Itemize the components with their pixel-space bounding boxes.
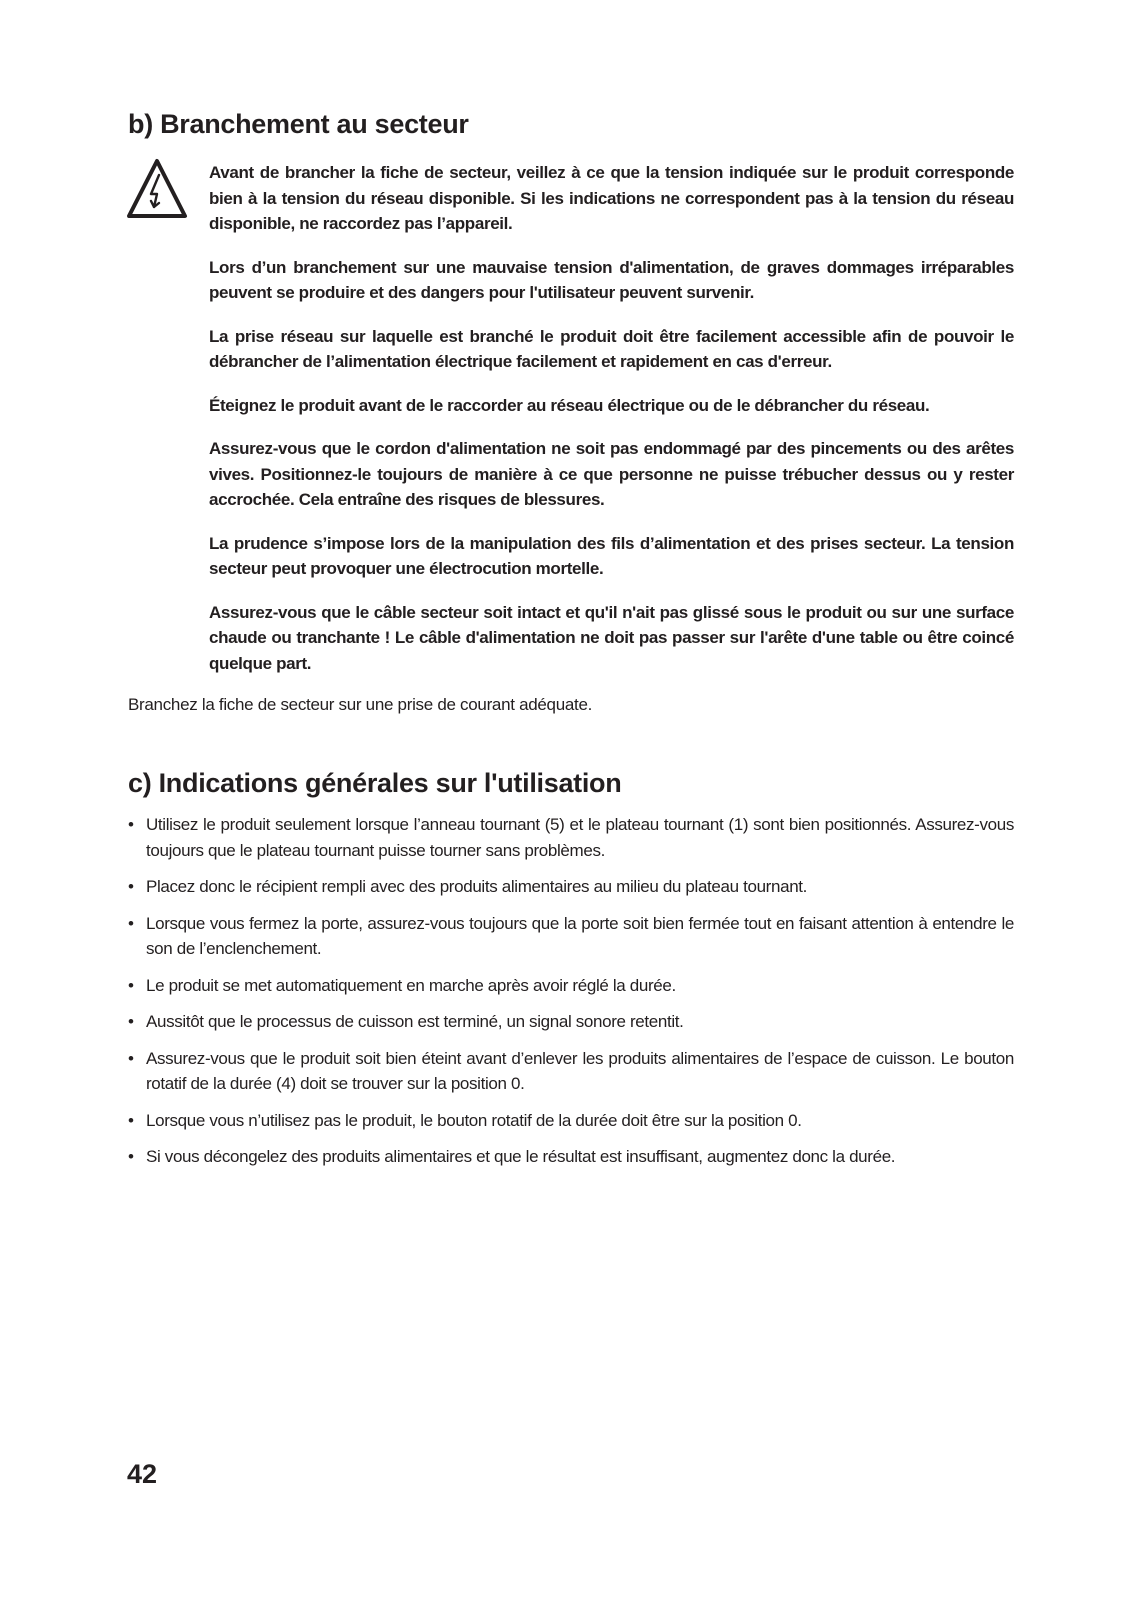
warning-paragraph: Assurez-vous que le cordon d'alimentation ne soit pas endommagé par des pincements ou des arêtes vives. Positionnez-le toujours de manière à ce que personne ne puisse trébucher dessus ou y rester accrochée. Cela entraîne des risques de blessures. — [209, 439, 1014, 509]
list-item-text: Lorsque vous fermez la porte, assurez-vous toujours que la porte soit bien fermée tout en faisant attention à entendre le son de l’enclenchement. — [146, 913, 1014, 958]
list-item — [128, 1144, 1014, 1170]
section-b-heading: b) Branchement au secteur — [128, 109, 469, 139]
page-number: 42 — [127, 1459, 158, 1489]
list-item — [128, 874, 1014, 900]
bullet-icon: • — [128, 1012, 134, 1031]
list-item-text: Le produit se met automatiquement en marche après avoir réglé la durée. — [146, 975, 676, 995]
list-item — [128, 1046, 1014, 1097]
warning-paragraph: La prudence s’impose lors de la manipulation des fils d’alimentation et des prises secteur. La tension secteur peut provoquer une électrocution mortelle. — [209, 533, 1014, 578]
warning-list — [209, 160, 1014, 694]
section-c-heading: c) Indications générales sur l'utilisation — [128, 768, 622, 798]
list-item-text: Placez donc le récipient rempli avec des produits alimentaires au milieu du plateau tournant. — [146, 877, 808, 896]
list-item — [128, 911, 1014, 962]
electric-shock-warning-icon — [126, 158, 188, 220]
list-item-text: Si vous décongelez des produits alimentaires et que le résultat est insuffisant, augmentez donc la durée. — [146, 1147, 896, 1166]
bullet-icon: • — [128, 877, 134, 896]
list-item — [128, 1108, 1014, 1134]
bullet-icon: • — [128, 913, 134, 933]
warning-paragraph: Avant de brancher la fiche de secteur, veillez à ce que la tension indiquée sur le produit corresponde bien à la tension du réseau disponible. Si les indications ne correspondent pas à la tension du réseau disponible, ne raccordez pas l’appareil. — [209, 163, 1014, 233]
bullet-icon: • — [128, 1110, 134, 1130]
warning-paragraph: La prise réseau sur laquelle est branché le produit doit être facilement accessible afin de pouvoir le débrancher de l’alimentation électrique facilement et rapidement en cas d'erreur. — [209, 326, 1014, 371]
bullet-icon: • — [128, 975, 134, 995]
list-item — [128, 1009, 1014, 1035]
bullet-icon: • — [128, 1147, 134, 1166]
warning-paragraph: Assurez-vous que le câble secteur soit intact et qu'il n'ait pas glissé sous le produit ou sur une surface chaude ou tranchante ! Le câble d'alimentation ne doit pas passer sur l'arête d'une table ou être coincé quelque part. — [209, 602, 1014, 673]
bullet-icon: • — [128, 815, 134, 834]
list-item-text: Lorsque vous n’utilisez pas le produit, le bouton rotatif de la durée doit être sur la position 0. — [146, 1110, 802, 1130]
list-item-text: Assurez-vous que le produit soit bien éteint avant d’enlever les produits alimentaires de l’espace de cuisson. Le bouton rotatif de la durée (4) doit se trouver sur la position 0. — [146, 1048, 1014, 1093]
bullet-icon: • — [128, 1048, 134, 1068]
usage-bullet-list — [128, 812, 1014, 1181]
warning-paragraph: Éteignez le produit avant de le raccorder au réseau électrique ou de le débrancher du réseau. — [209, 395, 930, 415]
list-item — [128, 973, 1014, 999]
connection-instruction: Branchez la fiche de secteur sur une prise de courant adéquate. — [128, 695, 593, 714]
list-item — [128, 812, 1014, 863]
list-item-text: Utilisez le produit seulement lorsque l’anneau tournant (5) et le plateau tournant (1) sont bien positionnés. Assurez-vous toujours que le plateau tournant puisse tourner sans problèmes. — [146, 815, 1014, 860]
warning-paragraph: Lors d’un branchement sur une mauvaise tension d'alimentation, de graves dommages irréparables peuvent se produire et des dangers pour l'utilisateur peuvent survenir. — [209, 257, 1014, 302]
list-item-text: Aussitôt que le processus de cuisson est terminé, un signal sonore retentit. — [146, 1012, 684, 1031]
